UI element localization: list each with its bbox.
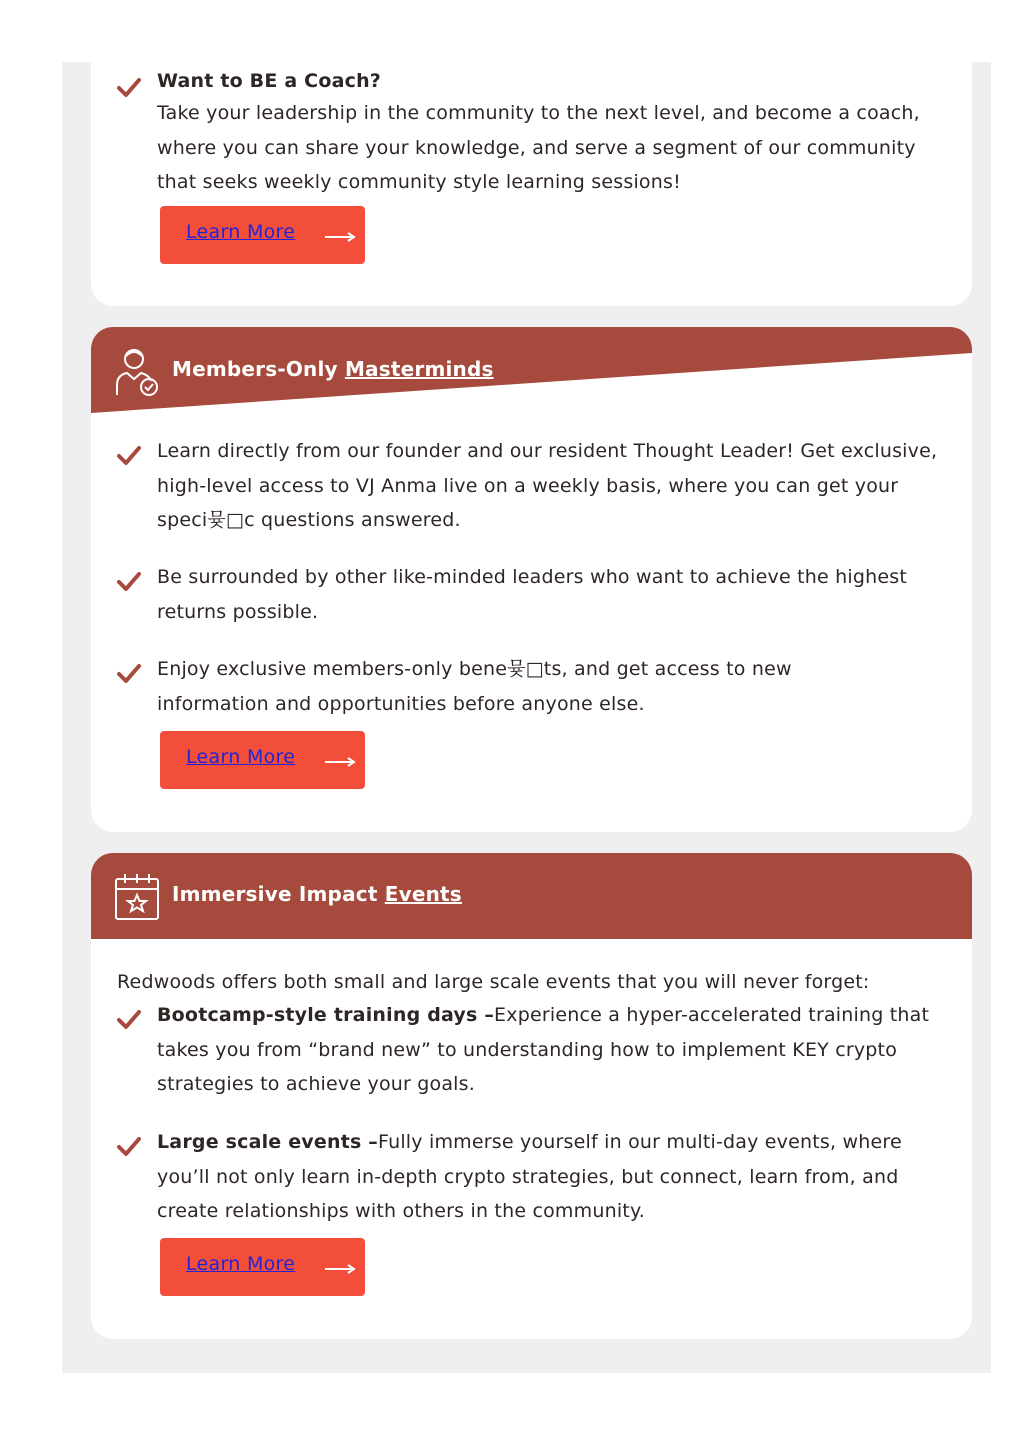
events-item-body: Fully immerse yourself in our multi-day events, where you’ll not only learn in-depth crypto strategies, but connect, learn from, and create relationships with others in the community. — [157, 1131, 902, 1222]
events-learn-more-button[interactable] — [160, 1238, 365, 1296]
events-title — [172, 882, 462, 906]
coach-body: Take your leadership in the community to the next level, and become a coach, where you can share your knowledge, and serve a segment of our community that seeks weekly community style learning sessions! — [157, 102, 920, 193]
calendar-star-icon — [113, 871, 161, 923]
coach-learn-more-button[interactable] — [160, 206, 365, 264]
coach-user-icon — [113, 345, 161, 397]
events-item-body: Experience a hyper-accelerated training that takes you from “brand new” to understanding how to implement KEY crypto strategies to achieve your goals. — [157, 1004, 930, 1095]
check-icon — [117, 664, 141, 684]
masterminds-learn-more-button[interactable] — [160, 731, 365, 789]
check-icon — [117, 78, 141, 98]
learn-more-link[interactable]: Learn More — [186, 221, 296, 243]
masterminds-title — [172, 357, 494, 381]
events-item-text — [157, 1125, 947, 1229]
events-title-lead: Immersive Impact — [172, 882, 385, 906]
masterminds-item-text: Learn directly from our founder and our resident Thought Leader! Get exclusive, high-level access to VJ Anma live on a weekly basis, where you can get your speci뮺□c questions answered. — [157, 440, 938, 531]
events-item-text — [157, 998, 947, 1102]
arrow-right-icon — [324, 231, 356, 243]
learn-more-link[interactable]: Learn More — [186, 1253, 296, 1275]
masterminds-item-text: Be surrounded by other like-minded leaders who want to achieve the highest returns possible. — [157, 566, 907, 623]
arrow-right-icon — [324, 1263, 356, 1275]
masterminds-item-text: Enjoy exclusive members-only bene뮺□ts, and get access to new information and opportunities before anyone else. — [157, 658, 792, 715]
masterminds-title-lead: Members-Only — [172, 357, 345, 381]
events-item-lead: Bootcamp-style training days – — [157, 1004, 495, 1026]
check-icon — [117, 1137, 141, 1157]
coach-card — [91, 62, 972, 306]
learn-more-link[interactable]: Learn More — [186, 746, 296, 768]
check-icon — [117, 446, 141, 466]
masterminds-link[interactable]: Masterminds — [344, 357, 494, 381]
coach-title: Want to BE a Coach? — [157, 70, 382, 92]
check-icon — [117, 1010, 141, 1030]
arrow-right-icon — [324, 756, 356, 768]
check-icon — [117, 572, 141, 592]
events-card — [91, 853, 972, 1339]
events-link[interactable]: Events — [384, 882, 462, 906]
events-item-lead: Large scale events – — [157, 1131, 378, 1153]
events-intro: Redwoods offers both small and large scale events that you will never forget: — [117, 971, 870, 993]
masterminds-card — [91, 327, 972, 832]
